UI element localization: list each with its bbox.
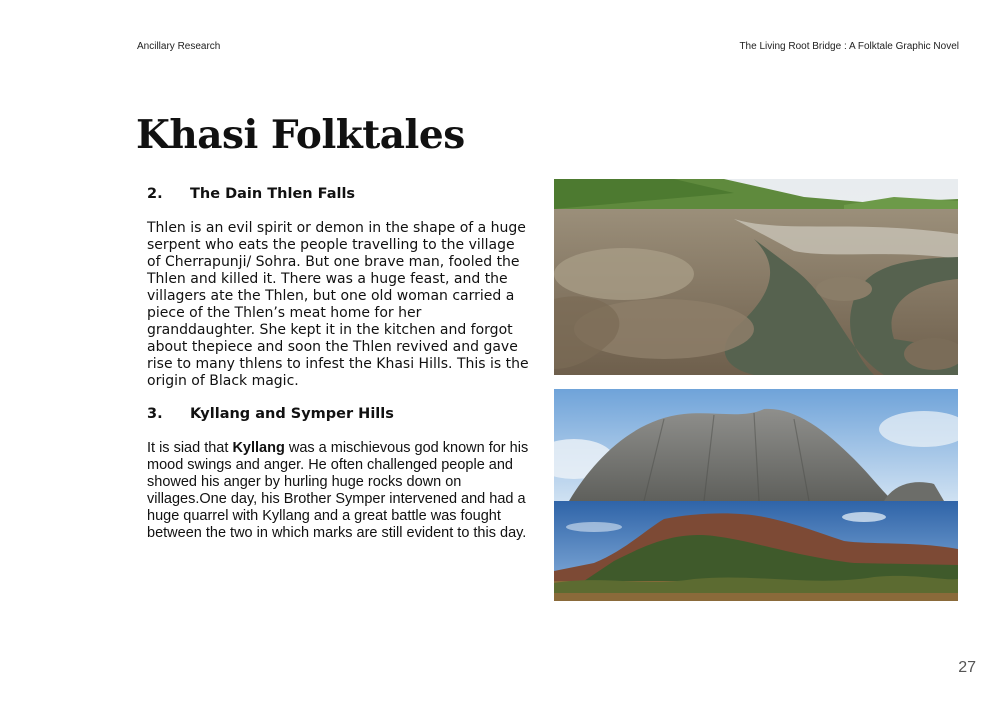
- kyllang-rock-photo: [554, 389, 958, 501]
- section-title: The Dain Thlen Falls: [190, 186, 356, 202]
- page-number: 27: [958, 659, 976, 676]
- body-bold-text: Kyllang: [232, 440, 285, 456]
- running-header-left: Ancillary Research: [137, 41, 221, 52]
- section-body-kyllang-symper: [147, 440, 532, 542]
- body-text: It is siad that: [147, 440, 233, 456]
- section-title: Kyllang and Symper Hills: [190, 406, 394, 422]
- section-number: 3.: [147, 406, 163, 422]
- section-heading-kyllang-symper: [147, 406, 394, 422]
- dain-thlen-falls-photo: [554, 179, 958, 375]
- section-body-dain-thlen: Thlen is an evil spirit or demon in the shape of a huge serpent who eats the people travelling to the village of Cherrapunji/ Sohra. But one brave man, fooled the Thlen and killed it. There was a huge feast, and the villagers ate the Thlen, but one old woman carried a piece of the Thlen’s meat home for her granddaughter. She kept it in the kitchen and forgot about thepiece and soon the Thlen revived and gave rise to many thlens to infest the Khasi Hills. This is the origin of Black magic.: [147, 220, 529, 389]
- section-heading-dain-thlen: [147, 186, 355, 202]
- running-header-right: The Living Root Bridge : A Folktale Graphic Novel: [739, 41, 959, 52]
- symper-hill-photo: [554, 501, 958, 601]
- page-title: Khasi Folktales: [136, 112, 465, 158]
- body-text: was a mischievous god known for his mood swings and anger. He often challenged people and showed his anger by hurling huge rocks down on villages.One day, his Brother Symper intervened and had a huge quarrel with Kyllang and a great battle was fought between the two in which marks are still evident to this day.: [147, 440, 529, 541]
- section-number: 2.: [147, 186, 163, 202]
